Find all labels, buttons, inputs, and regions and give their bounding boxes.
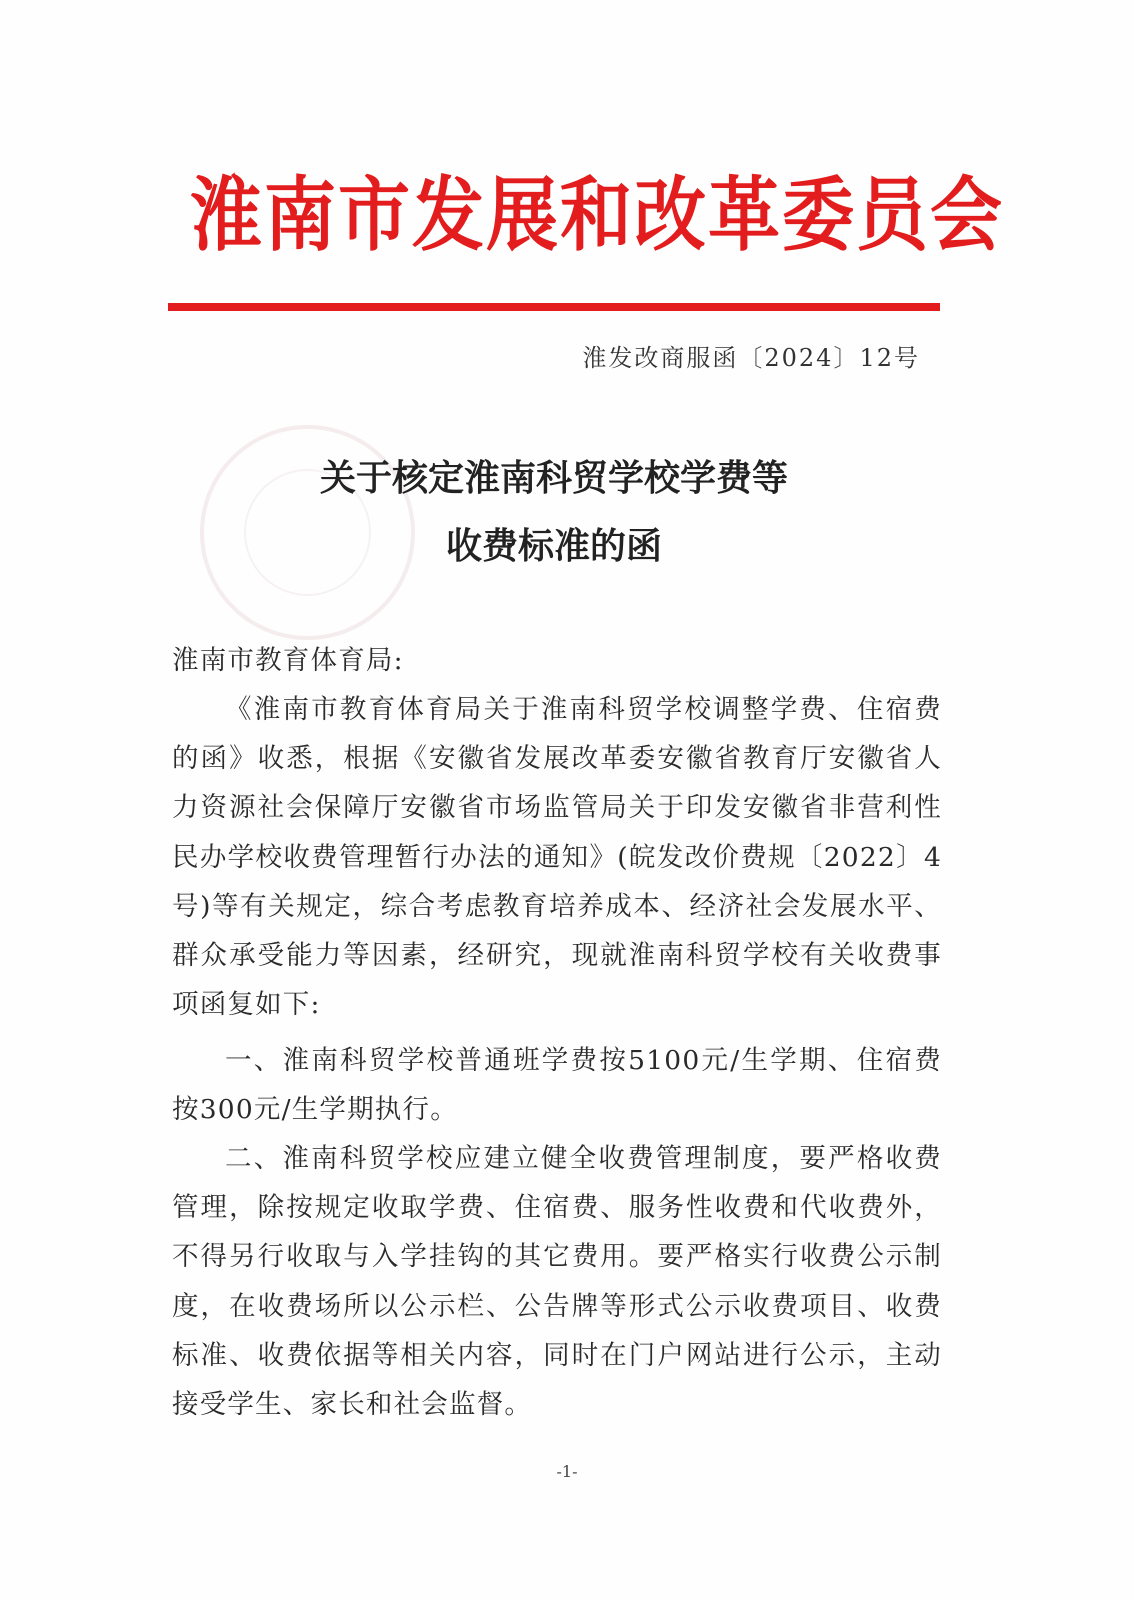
addressee: 淮南市教育体育局: — [172, 645, 404, 676]
body-paragraph-2: 一、淮南科贸学校普通班学费按5100元/生学期、住宿费按300元/生学期执行。 — [172, 1045, 942, 1126]
body-paragraph-1: 《淮南市教育体育局关于淮南科贸学校调整学费、住宿费的函》收悉，根据《安徽省发展改革委安徽省教育厅安徽省人力资源社会保障厅安徽省市场监管局关于印发安徽省非营利性民办学校收费管理暂行办法的通知》(皖发改价费规〔2022〕4号)等有关规定，综合考虑教育培养成本、经济社会发展水平、群众承受能力等因素，经研究，现就淮南科贸学校有关收费事项函复如下: — [172, 694, 942, 1021]
page-number: -1- — [556, 1462, 578, 1481]
document-number: 淮发改商服函〔2024〕12号 — [582, 344, 920, 372]
body-paragraph-3: 二、淮南科贸学校应建立健全收费管理制度，要严格收费管理，除按规定收取学费、住宿费、服务性收费和代收费外，不得另行收取与入学挂钩的其它费用。要严格实行收费公示制度，在收费场所以公示栏、公告牌等形式公示收费项目、收费标准、收费依据等相关内容，同时在门户网站进行公示，主动接受学生、家长和社会监督。 — [172, 1143, 942, 1421]
document-title-line-1: 关于核定淮南科贸学校学费等 — [319, 458, 788, 499]
document-title-line-2: 收费标准的函 — [445, 526, 662, 567]
red-separator-line — [168, 303, 940, 311]
agency-name-header: 淮南市发展和改革委员会 — [190, 167, 1005, 263]
